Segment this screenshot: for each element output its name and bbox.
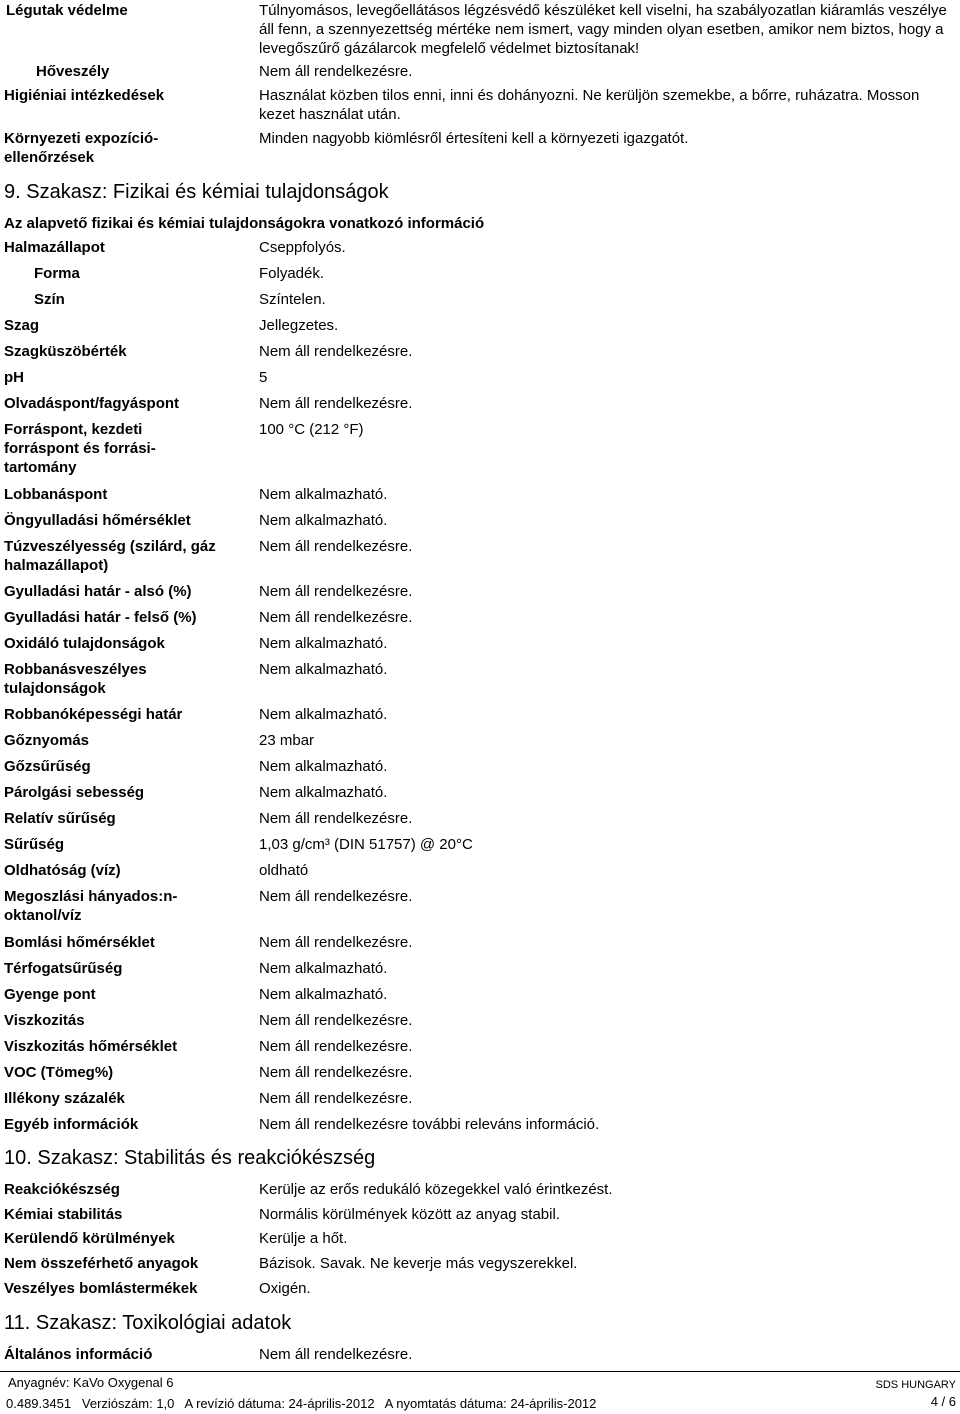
- value-melting-point: Nem áll rendelkezésre.: [259, 395, 413, 412]
- label-hazardous-decomposition: Veszélyes bomlástermékek: [4, 1280, 198, 1297]
- value-decomposition-temperature: Nem áll rendelkezésre.: [259, 934, 413, 951]
- label-viscosity: Viszkozitás: [4, 1012, 85, 1029]
- label-vapor-density: Gőzsűrűség: [4, 758, 91, 775]
- label-flash-point: Lobbanáspont: [4, 486, 108, 503]
- footer-document-line: 0.489.3451 Verziószám: 1,0 A revízió dátuma: 24-április-2012 A nyomtatás dátuma: 24-április-2012: [6, 1396, 597, 1411]
- value-hazardous-decomposition: Oxigén.: [259, 1280, 311, 1297]
- value-flammability: Nem áll rendelkezésre.: [259, 538, 413, 555]
- label-incompatible-materials: Nem összeférhető anyagok: [4, 1255, 199, 1272]
- value-vapor-density: Nem alkalmazható.: [259, 758, 388, 775]
- label-chemical-stability: Kémiai stabilitás: [4, 1206, 123, 1223]
- value-voc: Nem áll rendelkezésre.: [259, 1064, 413, 1081]
- label-melting-point: Olvadáspont/fagyáspont: [4, 395, 180, 412]
- value-general-information: Nem áll rendelkezésre.: [259, 1346, 413, 1363]
- label-explosive-properties: Robbanásveszélyes tulajdonságok: [4, 661, 147, 697]
- label-environmental-exposure: Környezeti expozíció-ellenőrzések: [4, 130, 159, 166]
- label-partition-coefficient: Megoszlási hányados:n-oktanol/víz: [4, 888, 178, 924]
- value-flash-point: Nem alkalmazható.: [259, 486, 388, 503]
- value-respiratory-protection: Túlnyomásos, levegőellátásos légzésvédő készüléket kell viselni, ha szabályozatlan kiáramlás veszélye áll fenn, a szennyezettség mértéke nem ismert, vagy minden olyan esetben, amikor nem biztos, hogy a levegőszűrő gázálarcok megfelelő védelmet biztosítanak!: [259, 2, 947, 57]
- value-density: 1,03 g/cm³ (DIN 51757) @ 20°C: [259, 836, 473, 853]
- value-viscosity: Nem áll rendelkezésre.: [259, 1012, 413, 1029]
- label-solubility: Oldhatóság (víz): [4, 862, 121, 879]
- section9-title: 9. Szakasz: Fizikai és kémiai tulajdonságok: [4, 181, 389, 203]
- section10-title: 10. Szakasz: Stabilitás és reakciókészség: [4, 1147, 376, 1169]
- value-solubility: oldható: [259, 862, 309, 879]
- value-hygiene-measures: Használat közben tilos enni, inni és dohányozni. Ne kerüljön szemekbe, a bőrre, ruházatra. Mosson kezet használat után.: [259, 87, 920, 123]
- label-vapor-pressure: Gőznyomás: [4, 732, 90, 749]
- value-chemical-stability: Normális körülmények között az anyag stabil.: [259, 1206, 560, 1223]
- label-other-information: Egyéb információk: [4, 1116, 139, 1133]
- value-thermal-hazard: Nem áll rendelkezésre.: [259, 63, 413, 80]
- value-physical-state: Cseppfolyós.: [259, 239, 346, 256]
- value-bulk-density: Nem alkalmazható.: [259, 960, 388, 977]
- label-form: Forma: [34, 265, 80, 282]
- section11-title: 11. Szakasz: Toxikológiai adatok: [4, 1312, 292, 1334]
- value-odor-threshold: Nem áll rendelkezésre.: [259, 343, 413, 360]
- label-relative-density: Relatív sűrűség: [4, 810, 116, 827]
- value-environmental-exposure: Minden nagyobb kiömlésről értesíteni kell a környezeti igazgatót.: [259, 130, 689, 147]
- label-volatile-percent: Illékony százalék: [4, 1090, 125, 1107]
- value-other-information: Nem áll rendelkezésre további releváns információ.: [259, 1116, 600, 1133]
- value-viscosity-temperature: Nem áll rendelkezésre.: [259, 1038, 413, 1055]
- label-voc: VOC (Tömeg%): [4, 1064, 114, 1081]
- label-weak-point: Gyenge pont: [4, 986, 96, 1003]
- value-flammability-lower: Nem áll rendelkezésre.: [259, 583, 413, 600]
- label-conditions-to-avoid: Kerülendő körülmények: [4, 1230, 175, 1247]
- label-decomposition-temperature: Bomlási hőmérséklet: [4, 934, 155, 951]
- value-conditions-to-avoid: Kerülje a hőt.: [259, 1230, 348, 1247]
- label-ph: pH: [4, 369, 24, 386]
- value-oxidizing-properties: Nem alkalmazható.: [259, 635, 388, 652]
- label-odor-threshold: Szagküszöbérték: [4, 343, 127, 360]
- value-color: Színtelen.: [259, 291, 326, 308]
- label-oxidizing-properties: Oxidáló tulajdonságok: [4, 635, 165, 652]
- value-vapor-pressure: 23 mbar: [259, 732, 315, 749]
- label-autoignition-temperature: Öngyulladási hőmérséklet: [4, 512, 191, 529]
- label-flammability-lower: Gyulladási határ - alsó (%): [4, 583, 192, 600]
- value-ph: 5: [259, 369, 268, 386]
- value-form: Folyadék.: [259, 265, 325, 282]
- section9-subtitle: Az alapvető fizikai és kémiai tulajdonságokra vonatkozó információ: [4, 215, 485, 232]
- value-odor: Jellegzetes.: [259, 317, 339, 334]
- value-evaporation-rate: Nem alkalmazható.: [259, 784, 388, 801]
- value-partition-coefficient: Nem áll rendelkezésre.: [259, 888, 413, 905]
- value-weak-point: Nem alkalmazható.: [259, 986, 388, 1003]
- label-flammability: Túzveszélyesség (szilárd, gáz halmazállapot): [4, 538, 216, 574]
- value-flammability-upper: Nem áll rendelkezésre.: [259, 609, 413, 626]
- value-incompatible-materials: Bázisok. Savak. Ne keverje más vegyszerekkel.: [259, 1255, 578, 1272]
- value-boiling-point: 100 °C (212 °F): [259, 421, 364, 438]
- label-respiratory-protection: Légutak védelme: [6, 2, 128, 19]
- value-autoignition-temperature: Nem alkalmazható.: [259, 512, 388, 529]
- footer-divider: [0, 1371, 960, 1372]
- value-relative-density: Nem áll rendelkezésre.: [259, 810, 413, 827]
- label-flammability-upper: Gyulladási határ - felső (%): [4, 609, 197, 626]
- label-explosive-limit: Robbanóképességi határ: [4, 706, 183, 723]
- label-physical-state: Halmazállapot: [4, 239, 105, 256]
- label-viscosity-temperature: Viszkozitás hőmérséklet: [4, 1038, 178, 1055]
- label-general-information: Általános információ: [4, 1346, 153, 1363]
- value-reactivity: Kerülje az erős redukáló közegekkel való érintkezést.: [259, 1181, 613, 1198]
- value-volatile-percent: Nem áll rendelkezésre.: [259, 1090, 413, 1107]
- footer-page-number: 4 / 6: [930, 1394, 956, 1409]
- footer-sds-label: SDS HUNGARY: [875, 1379, 956, 1391]
- label-color: Szín: [34, 291, 65, 308]
- label-thermal-hazard: Hőveszély: [36, 63, 110, 80]
- label-density: Sűrűség: [4, 836, 65, 853]
- label-evaporation-rate: Párolgási sebesség: [4, 784, 145, 801]
- value-explosive-limit: Nem alkalmazható.: [259, 706, 388, 723]
- label-reactivity: Reakciókészség: [4, 1181, 120, 1198]
- label-bulk-density: Térfogatsűrűség: [4, 960, 123, 977]
- value-explosive-properties: Nem alkalmazható.: [259, 661, 388, 678]
- label-odor: Szag: [4, 317, 40, 334]
- footer-product-name: Anyagnév: KaVo Oxygenal 6: [8, 1375, 174, 1390]
- label-boiling-point: Forráspont, kezdeti forráspont és forrási-tartomány: [4, 421, 156, 476]
- label-hygiene-measures: Higiéniai intézkedések: [4, 87, 165, 104]
